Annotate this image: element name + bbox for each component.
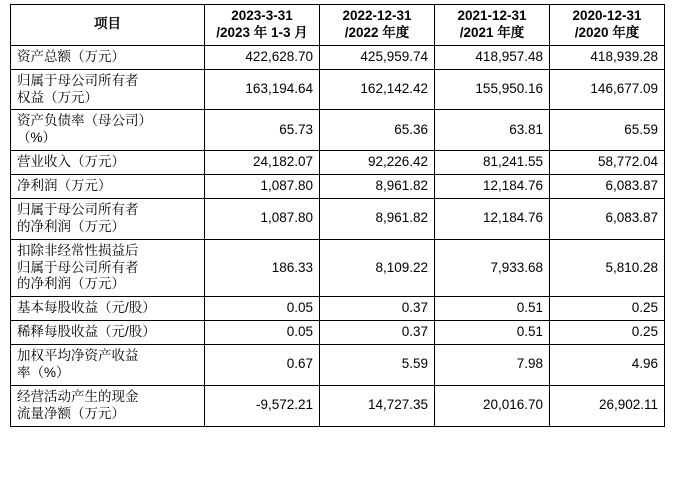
table-row [11, 321, 665, 345]
row-label-line: 资产负债率（母公司） [17, 113, 152, 129]
row-value-cell: 14,727.35 [320, 385, 435, 426]
table-row [11, 45, 665, 69]
table-body [11, 45, 665, 426]
row-label-cell [11, 297, 205, 321]
row-value-cell: 4.96 [550, 345, 665, 386]
row-label-cell [11, 345, 205, 386]
column-header-line: 2022-12-31 [342, 8, 412, 23]
row-label-cell [11, 151, 205, 175]
row-value-cell: 163,194.64 [205, 69, 320, 110]
column-header-line: /2023 年 1-3 月 [216, 24, 308, 40]
row-value-cell: 8,961.82 [320, 175, 435, 199]
row-value-cell: 422,628.70 [205, 45, 320, 69]
row-value-cell: 0.05 [205, 297, 320, 321]
row-label-cell [11, 110, 205, 151]
row-label-line: 资产总额（万元） [17, 48, 125, 64]
row-value-cell: 425,959.74 [320, 45, 435, 69]
row-value-cell: 186.33 [205, 239, 320, 297]
table-header [11, 5, 665, 46]
row-value-cell: 20,016.70 [435, 385, 550, 426]
row-value-cell: 5,810.28 [550, 239, 665, 297]
row-value-cell: 0.05 [205, 321, 320, 345]
row-label-cell [11, 175, 205, 199]
row-value-cell: 5.59 [320, 345, 435, 386]
row-value-cell: 92,226.42 [320, 151, 435, 175]
row-value-cell: 12,184.76 [435, 198, 550, 239]
row-value-cell: 0.37 [320, 297, 435, 321]
row-label-cell [11, 239, 205, 297]
row-value-cell: 58,772.04 [550, 151, 665, 175]
column-header-line: 项目 [94, 16, 121, 32]
row-value-cell: 1,087.80 [205, 198, 320, 239]
row-value-cell: 6,083.87 [550, 198, 665, 239]
column-header-line: /2022 年度 [344, 24, 410, 40]
row-value-cell: 81,241.55 [435, 151, 550, 175]
row-value-cell: 7.98 [435, 345, 550, 386]
row-value-cell: 6,083.87 [550, 175, 665, 199]
row-value-cell: 162,142.42 [320, 69, 435, 110]
row-label-line: 基本每股收益（元/股） [17, 300, 156, 316]
row-value-cell: 0.25 [550, 321, 665, 345]
row-value-cell: 1,087.80 [205, 175, 320, 199]
row-value-cell: 0.51 [435, 321, 550, 345]
row-value-cell: -9,572.21 [205, 385, 320, 426]
row-value-cell: 24,182.07 [205, 151, 320, 175]
table-header-row [11, 5, 665, 46]
row-label-line: 营业收入（万元） [17, 154, 125, 170]
row-label-line: 归属于母公司所有者 [17, 201, 139, 217]
row-value-cell: 26,902.11 [550, 385, 665, 426]
row-value-cell: 155,950.16 [435, 69, 550, 110]
table-row [11, 69, 665, 110]
row-label-line: （%） [17, 130, 57, 146]
row-value-cell: 0.37 [320, 321, 435, 345]
row-label-line: 稀释每股收益（元/股） [17, 324, 156, 340]
column-header-line: /2020 年度 [574, 24, 640, 40]
row-label-cell [11, 45, 205, 69]
financial-summary-table [10, 4, 665, 427]
table-column-header [320, 5, 435, 46]
row-value-cell: 0.67 [205, 345, 320, 386]
row-value-cell: 65.73 [205, 110, 320, 151]
table-column-header [205, 5, 320, 46]
row-label-cell [11, 385, 205, 426]
row-value-cell: 418,957.48 [435, 45, 550, 69]
column-header-line: 2023-3-31 [231, 8, 293, 23]
row-label-cell [11, 198, 205, 239]
row-label-line: 流量净额（万元） [17, 405, 125, 421]
table-row [11, 297, 665, 321]
column-header-line: /2021 年度 [459, 24, 525, 40]
row-value-cell: 63.81 [435, 110, 550, 151]
table-row [11, 239, 665, 297]
row-label-line: 权益（万元） [17, 89, 98, 105]
table-row [11, 151, 665, 175]
table-row [11, 345, 665, 386]
table-row [11, 198, 665, 239]
row-value-cell: 65.59 [550, 110, 665, 151]
row-value-cell: 0.51 [435, 297, 550, 321]
row-label-cell [11, 69, 205, 110]
row-value-cell: 8,961.82 [320, 198, 435, 239]
row-label-line: 净利润（万元） [17, 178, 112, 193]
row-value-cell: 418,939.28 [550, 45, 665, 69]
row-label-line: 经营活动产生的现金 [17, 388, 139, 404]
row-value-cell: 146,677.09 [550, 69, 665, 110]
row-value-cell: 0.25 [550, 297, 665, 321]
row-label-line: 扣除非经常性损益后 [17, 242, 139, 258]
row-value-cell: 7,933.68 [435, 239, 550, 297]
table-row [11, 385, 665, 426]
row-label-line: 归属于母公司所有者 [17, 72, 139, 88]
row-value-cell: 8,109.22 [320, 239, 435, 297]
column-header-line: 2020-12-31 [572, 8, 642, 23]
row-label-line: 归属于母公司所有者 [17, 259, 139, 275]
column-header-line: 2021-12-31 [457, 8, 527, 23]
row-label-line: 率（%） [17, 364, 70, 380]
row-label-line: 的净利润（万元） [17, 276, 125, 292]
row-value-cell: 12,184.76 [435, 175, 550, 199]
row-value-cell: 65.36 [320, 110, 435, 151]
table-row [11, 110, 665, 151]
row-label-cell [11, 321, 205, 345]
table-column-header [435, 5, 550, 46]
row-label-line: 加权平均净资产收益 [17, 348, 139, 363]
table-row [11, 175, 665, 199]
table-column-header [550, 5, 665, 46]
table-column-header [11, 5, 205, 46]
row-label-line: 的净利润（万元） [17, 218, 125, 234]
